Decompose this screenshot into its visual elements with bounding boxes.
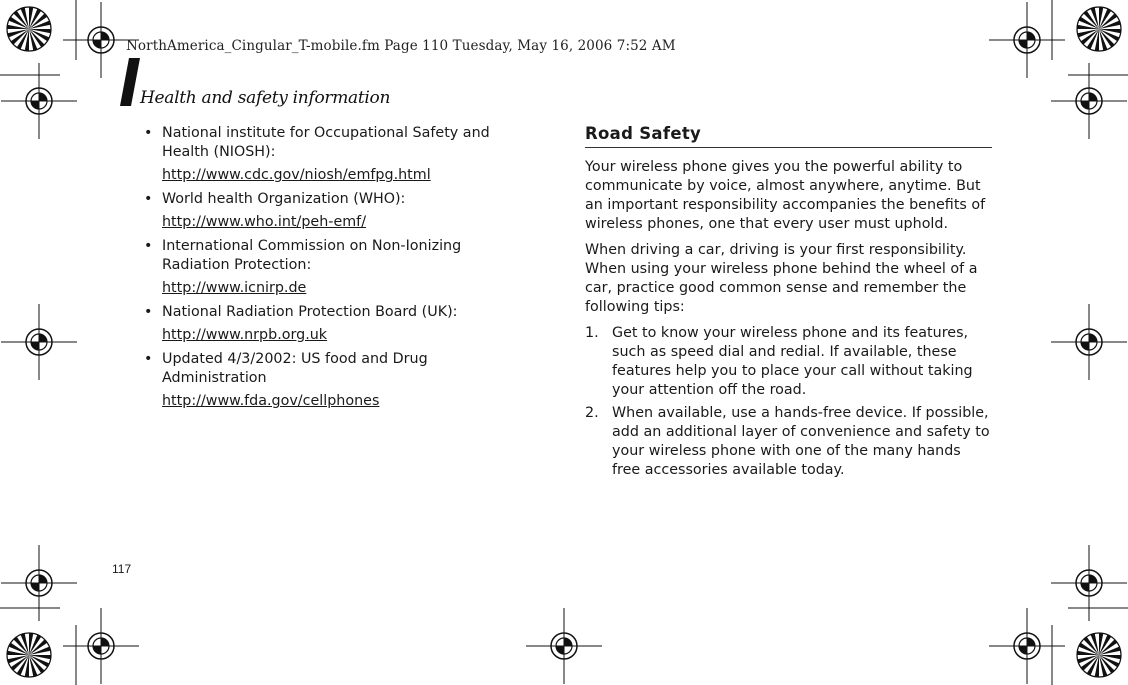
- niosh-link[interactable]: http://www.cdc.gov/niosh/emfpg.html: [162, 167, 431, 183]
- tip-text: When available, use a hands-free device. If possible, add an additional layer of convenience and safety to your wireless phone with one of the many hands free accessories available today.: [612, 405, 990, 478]
- title-accent-bar: [120, 58, 142, 106]
- bullet-icon: •: [144, 125, 153, 141]
- fda-link[interactable]: http://www.fda.gov/cellphones: [162, 393, 380, 409]
- bullet-icon: •: [144, 191, 153, 207]
- tip-number: 2.: [585, 405, 599, 421]
- tip-text: Get to know your wireless phone and its features, such as speed dial and redial. If available, these features help you to place your call without taking your attention off the road.: [612, 325, 973, 398]
- list-item: [144, 237, 524, 275]
- nrpb-link[interactable]: http://www.nrpb.org.uk: [162, 327, 328, 343]
- tip-number: 1.: [585, 325, 599, 341]
- list-item: [144, 124, 524, 162]
- list-item-text: International Commission on Non-Ionizing Radiation Protection:: [162, 238, 462, 273]
- list-item: [144, 303, 524, 322]
- bullet-icon: •: [144, 304, 153, 320]
- tip-item: [585, 404, 992, 480]
- section-title: Health and safety information: [140, 88, 391, 108]
- list-item: [144, 350, 524, 388]
- driving-paragraph: When driving a car, driving is your first responsibility. When using your wireless phone behind the wheel of a car, practice good common sense and remember the following tips:: [585, 242, 978, 315]
- print-header: NorthAmerica_Cingular_T-mobile.fm Page 110 Tuesday, May 16, 2006 7:52 AM: [126, 38, 676, 54]
- list-item: [144, 190, 524, 209]
- bullet-icon: •: [144, 351, 153, 367]
- intro-paragraph: Your wireless phone gives you the powerful ability to communicate by voice, almost anywhere, anytime. But an important responsibility accompanies the benefits of wireless phones, one that every user must uphold.: [585, 159, 986, 232]
- bullet-icon: •: [144, 238, 153, 254]
- road-safety-heading: Road Safety: [585, 124, 992, 148]
- list-item-text: Updated 4/3/2002: US food and Drug Administration: [162, 351, 428, 386]
- list-item-text: National Radiation Protection Board (UK):: [162, 304, 458, 320]
- page-number: 117: [112, 562, 132, 576]
- road-safety-section: [585, 124, 992, 484]
- icnirp-link[interactable]: http://www.icnirp.de: [162, 280, 307, 296]
- who-link[interactable]: http://www.who.int/peh-emf/: [162, 214, 367, 230]
- list-item-text: National institute for Occupational Safety and Health (NIOSH):: [162, 125, 490, 160]
- tip-item: [585, 324, 992, 400]
- list-item-text: World health Organization (WHO):: [162, 191, 406, 207]
- reference-list: [144, 124, 524, 416]
